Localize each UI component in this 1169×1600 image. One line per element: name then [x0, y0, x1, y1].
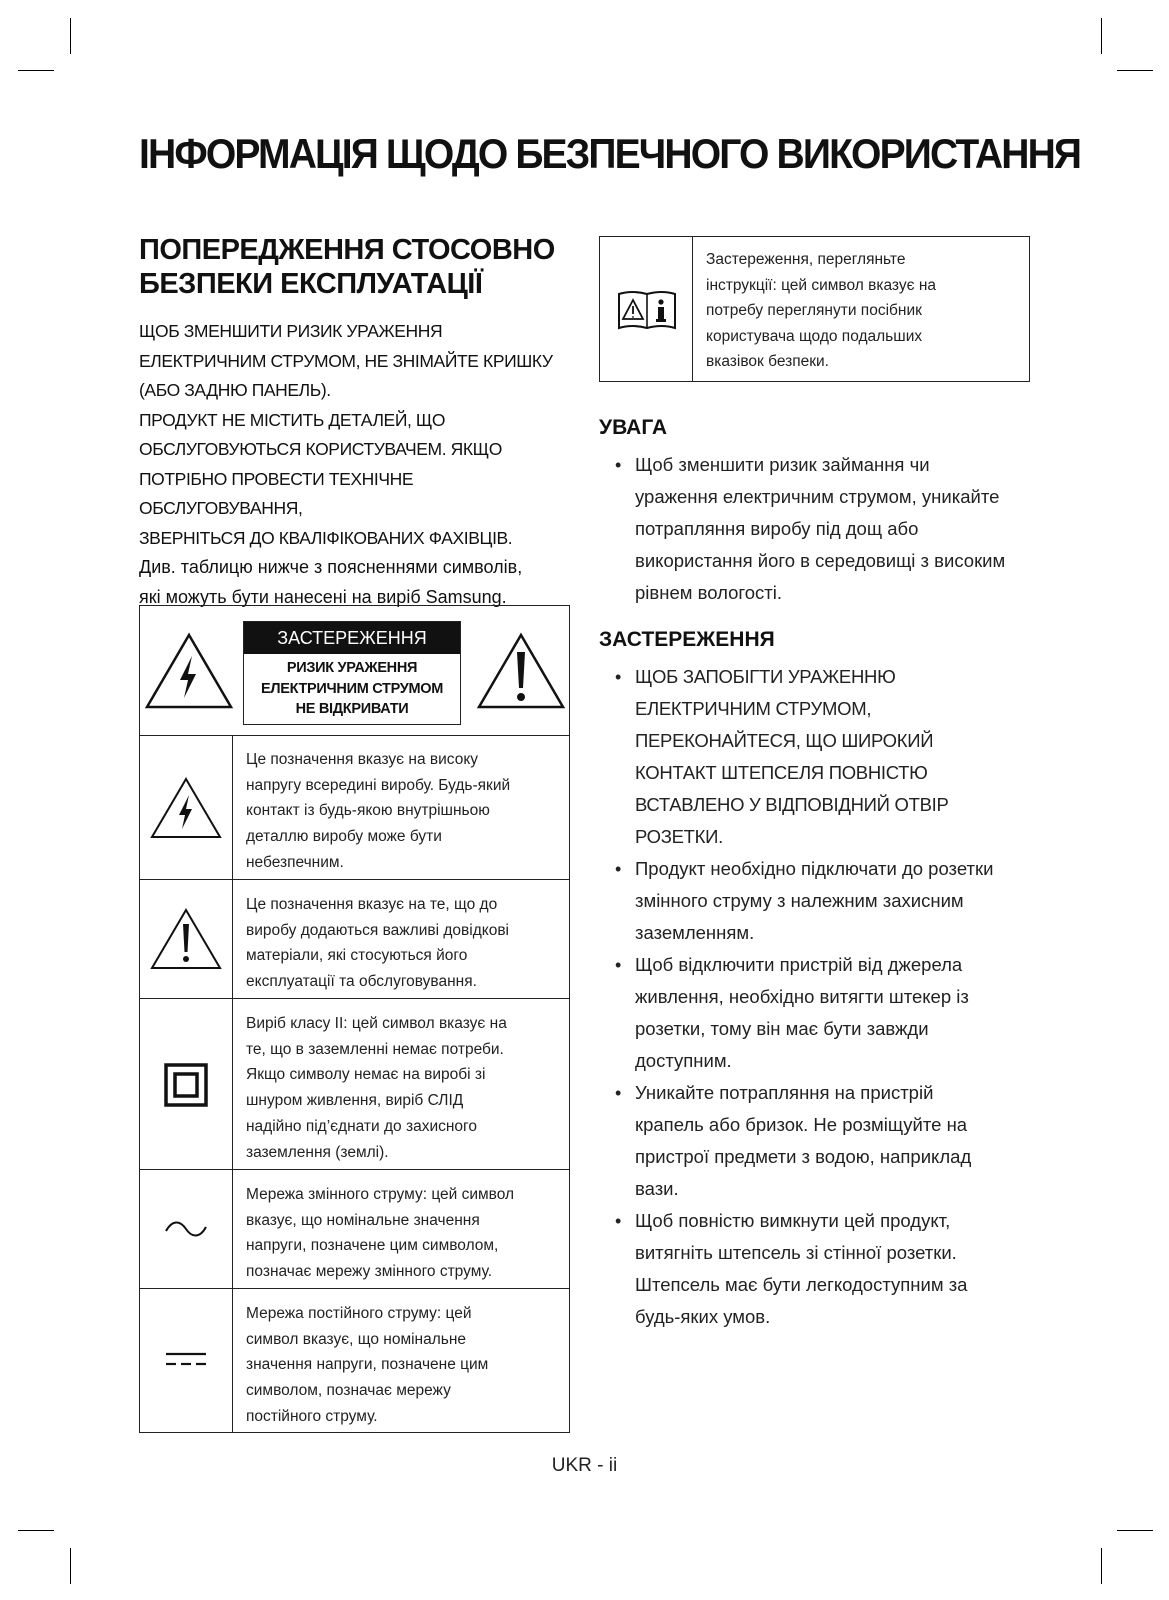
crop-mark [1101, 18, 1102, 54]
exclamation-triangle-icon [476, 632, 566, 710]
page-title: ІНФОРМАЦІЯ ЩОДО БЕЗПЕЧНОГО ВИКОРИСТАННЯ [139, 130, 1081, 177]
ac-tilde-icon [164, 1218, 208, 1240]
list-item-line: будь-яких умов. [635, 1306, 771, 1327]
description-line: значення напруги, позначене цим [246, 1356, 489, 1374]
list-item-line: Щоб зменшити ризик займання чи [635, 454, 930, 475]
symbol-row [140, 735, 569, 880]
warning-label-line: НЕ ВІДКРИВАТИ [295, 701, 409, 717]
warning-label-header: ЗАСТЕРЕЖЕННЯ [244, 622, 460, 654]
symbol-icon-cell [140, 1170, 233, 1288]
description-line: інструкції: цей символ вказує на [706, 276, 936, 294]
list-item-line: рівнем вологості. [635, 582, 782, 603]
crop-mark [18, 70, 54, 71]
left-column [139, 233, 571, 612]
description-line: експлуатації та обслуговування. [246, 973, 477, 991]
symbol-description [246, 747, 559, 876]
list-item-line: ПЕРЕКОНАЙТЕСЯ, ЩО ШИРОКИЙ [635, 730, 934, 751]
warning-line: ПРОДУКТ НЕ МІСТИТЬ ДЕТАЛЕЙ, ЩО [139, 409, 446, 430]
symbol-icon-cell [140, 880, 233, 998]
list-item-line: використання його в середовищі з високим [635, 550, 1006, 571]
description-line: матеріали, які стосуються його [246, 947, 468, 965]
crop-mark [1117, 1530, 1153, 1531]
description-line: Застереження, перегляньте [706, 251, 906, 268]
list-item-line: розетки, тому він має бути завжди [635, 1018, 929, 1039]
description-line: Якщо символу немає на виробі зі [246, 1066, 486, 1084]
list-item-line: ЩОБ ЗАПОБІГТИ УРАЖЕННЮ [635, 666, 896, 687]
class-ii-square-icon [164, 1063, 208, 1107]
list-item-line: крапель або бризок. Не розміщуйте на [635, 1114, 968, 1135]
description-line: заземлення (землі). [246, 1143, 389, 1161]
symbol-row [140, 1289, 569, 1432]
description-line: символ вказує, що номінальне [246, 1330, 467, 1348]
warning-line: (АБО ЗАДНЮ ПАНЕЛЬ). [139, 380, 331, 400]
warning-line: ЗВЕРНІТЬСЯ ДО КВАЛІФІКОВАНИХ ФАХІВЦІВ. [139, 527, 513, 548]
description-line: Мережа змінного струму: цей символ [246, 1186, 515, 1203]
list-item-line: ураження електричним струмом, уникайте [635, 486, 1000, 507]
symbol-description [706, 247, 1019, 375]
list-item-line: КОНТАКТ ШТЕПСЕЛЯ ПОВНІСТЮ [635, 762, 928, 783]
warning-line: ЩОБ ЗМЕНШИТИ РИЗИК УРАЖЕННЯ [139, 321, 443, 341]
attention-heading: УВАГА [599, 416, 668, 439]
caution-list [599, 661, 1039, 1333]
lightning-triangle-icon [150, 777, 222, 839]
description-line: те, що в заземленні немає потреби. [246, 1040, 504, 1058]
list-item [599, 449, 1039, 609]
list-item [599, 949, 1039, 1077]
list-item-line: пристрої предмети з водою, наприклад [635, 1146, 972, 1167]
list-item-line: заземленням. [635, 922, 755, 943]
description-line: Це позначення вказує на високу [246, 751, 479, 768]
list-item-line: витягніть штепсель зі стінної розетки. [635, 1242, 957, 1263]
description-line: користувача щодо подальших [706, 327, 923, 345]
list-item-line: ВСТАВЛЕНО У ВІДПОВІДНИЙ ОТВІР [635, 794, 949, 815]
warning-line: ПОТРІБНО ПРОВЕСТИ ТЕХНІЧНЕ ОБСЛУГОВУВАННЯ, [139, 468, 414, 518]
intro-line: Див. таблицю нижче з поясненнями символів, [139, 557, 523, 577]
info-symbol-table [599, 236, 1030, 382]
list-item [599, 661, 1039, 853]
description-line: постійного струму. [246, 1407, 378, 1425]
warning-label-row [140, 606, 569, 736]
list-item [599, 1205, 1039, 1333]
warning-line: ОБСЛУГОВУЮТЬСЯ КОРИСТУВАЧЕМ. ЯКЩО [139, 439, 502, 459]
right-column [599, 413, 1039, 1333]
list-item [599, 1077, 1039, 1205]
description-line: виробу додаються важливі довідкові [246, 921, 510, 939]
description-line: Це позначення вказує на те, що до [246, 896, 498, 913]
section-title-line: БЕЗПЕКИ ЕКСПЛУАТАЦІЇ [139, 268, 483, 300]
crop-mark [1117, 70, 1153, 71]
list-item-line: ЕЛЕКТРИЧНИМ СТРУМОМ, [635, 698, 872, 719]
warning-label-line: ЕЛЕКТРИЧНИМ СТРУМОМ [260, 680, 444, 697]
description-line: шнуром живлення, виріб СЛІД [246, 1092, 464, 1110]
description-line: надійно під’єднати до захисного [246, 1117, 477, 1135]
shock-warning-text [139, 317, 571, 553]
crop-mark [70, 1548, 71, 1584]
description-line: контакт із будь-якою внутрішньою [246, 802, 490, 820]
list-item-line: РОЗЕТКИ. [635, 826, 723, 847]
description-line: Виріб класу II: цей символ вказує на [246, 1015, 507, 1032]
symbol-row [140, 1170, 569, 1289]
symbol-icon-cell [140, 735, 233, 879]
attention-list [599, 449, 1039, 609]
crop-mark [1101, 1548, 1102, 1584]
description-line: Мережа постійного струму: цей [246, 1305, 472, 1322]
section-title [139, 233, 571, 301]
list-item-line: доступним. [635, 1050, 732, 1071]
symbol-icon-cell [140, 1289, 233, 1432]
list-item-line: Щоб повністю вимкнути цей продукт, [635, 1210, 951, 1231]
list-item-line: потрапляння виробу під дощ або [635, 518, 919, 539]
description-line: вказує, що номінальне значення [246, 1211, 480, 1229]
manual-info-icon [616, 289, 678, 331]
dc-lines-icon [166, 1351, 206, 1367]
description-line: позначає мережу змінного струму. [246, 1263, 493, 1281]
list-item-line: Продукт необхідно підключати до розетки [635, 858, 994, 879]
description-line: напруги, позначене цим символом, [246, 1237, 499, 1255]
symbols-table [139, 605, 570, 1433]
list-item-line: Штепсель має бути легкодоступним за [635, 1274, 968, 1295]
warning-label-line: РИЗИК УРАЖЕННЯ [286, 660, 418, 676]
caution-heading: ЗАСТЕРЕЖЕННЯ [599, 628, 775, 651]
page-number: UKR - ii [551, 1455, 618, 1476]
warning-line: ЕЛЕКТРИЧНИМ СТРУМОМ, НЕ ЗНІМАЙТЕ КРИШКУ [139, 350, 553, 371]
crop-mark [70, 18, 71, 54]
description-line: небезпечним. [246, 853, 344, 871]
intro-line: які можуть бути нанесені на виріб Samsung. [139, 586, 507, 607]
exclamation-triangle-icon [150, 908, 222, 970]
section-title-line: ПОПЕРЕДЖЕННЯ СТОСОВНО [139, 234, 555, 266]
list-item-line: живлення, необхідно витягти штекер із [635, 986, 969, 1007]
warning-label [243, 621, 461, 725]
symbol-icon-cell [600, 237, 693, 381]
list-item-line: Уникайте потрапляння на пристрій [635, 1082, 934, 1103]
symbol-icon-cell [140, 999, 233, 1169]
description-line: потребу переглянути посібник [706, 302, 922, 319]
list-item-line: Щоб відключити пристрій від джерела [635, 954, 963, 975]
description-line: деталлю виробу може бути [246, 828, 442, 846]
description-line: напругу всередині виробу. Будь-який [246, 776, 511, 794]
symbol-row [140, 880, 569, 999]
symbol-row [140, 999, 569, 1170]
description-line: символом, позначає мережу [246, 1382, 451, 1400]
list-item-line: змінного струму з належним захисним [635, 890, 964, 911]
description-line: вказівок безпеки. [706, 353, 829, 370]
list-item-line: вази. [635, 1178, 679, 1199]
lightning-triangle-icon [144, 632, 234, 710]
symbol-description [246, 892, 559, 995]
symbol-description [246, 1011, 559, 1165]
symbol-description [246, 1182, 559, 1285]
warning-label-text [244, 654, 460, 720]
symbol-description [246, 1301, 559, 1430]
symbols-intro [139, 553, 571, 612]
crop-mark [18, 1530, 54, 1531]
list-item [599, 853, 1039, 949]
